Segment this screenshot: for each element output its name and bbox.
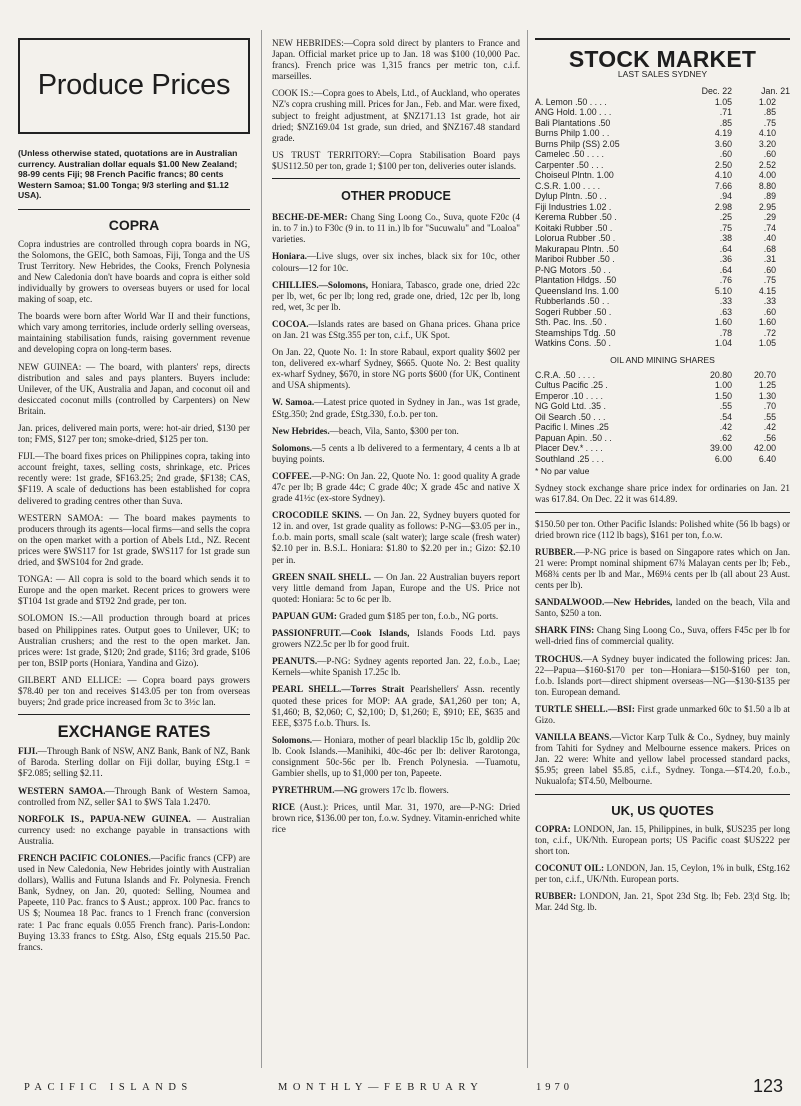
table-row	[535, 212, 790, 223]
column-divider	[261, 30, 262, 1068]
table-row	[535, 118, 790, 129]
paragraph-text: $150.50 per ton. Other Pacific Islands: Polished white (56 lb bags) or dried brown rice (112 lb bags), $161 per ton, f.o.w.	[535, 518, 790, 540]
stock-name: Camelec .50 . . . .	[535, 149, 604, 160]
jan-price: 1.02	[758, 96, 776, 107]
paragraph-lead: WESTERN SAMOA.	[18, 785, 106, 796]
stock-name: Kerema Rubber .50 .	[535, 212, 617, 223]
jan-price: .89	[763, 191, 776, 202]
paragraph-lead: PASSIONFRUIT.—Cook Islands,	[272, 628, 410, 639]
footer-publication: PACIFIC ISLANDS	[24, 1082, 193, 1093]
paragraph: GILBERT AND ELLICE: — Copra board pays growers $78.40 per ton and receives $143.05 per ton from overseas buyers; 2nd grade price increased from 3c to 3½c lan.	[18, 674, 250, 708]
table-row	[535, 307, 790, 318]
paragraph-text: —Through Bank of Western Samoa, controlled from NZ, seller $A1 to $WS Tala 1.2470.	[18, 785, 250, 807]
col-dec-header: Dec. 22	[701, 86, 732, 97]
paragraph: US TRUST TERRITORY:—Copra Stabilisation Board pays $US112.50 per ton, grade 1; $100 per ton, deliveries outer islands.	[272, 149, 520, 171]
paragraph-text: Graded gum $185 per ton, f.o.b., NG ports.	[336, 610, 499, 621]
table-row	[535, 328, 790, 339]
jan-price: .60	[763, 264, 776, 275]
paragraph-text: LONDON, Jan. 15, Philippines, in bulk, $US235 per long ton, c.i.f., UK/Nth. European ports; US Pacific coast $US222 per short ton.	[535, 823, 790, 856]
paragraph	[272, 684, 520, 728]
table-row	[535, 391, 790, 402]
table-row	[535, 160, 790, 171]
dec-price: 4.19	[714, 128, 732, 139]
stock-name: Pacific I. Mines .25	[535, 422, 609, 433]
table-row	[535, 401, 790, 412]
paragraph-lead: PEANUTS.	[272, 656, 318, 667]
paragraph-lead: W. Samoa.	[272, 397, 315, 408]
table-row	[535, 244, 790, 255]
paragraph	[535, 824, 790, 857]
stock-name: Sogeri Rubber .50 .	[535, 306, 612, 317]
jan-price: .85	[763, 107, 776, 118]
uk-us-heading: UK, US QUOTES	[611, 802, 714, 818]
paragraph-lead: COCOA.	[272, 318, 309, 329]
exchange-section	[18, 746, 250, 953]
stock-name: Carpenter .50 . . .	[535, 159, 604, 170]
table-row	[535, 443, 790, 454]
other-produce-section	[272, 212, 520, 835]
paragraph	[272, 397, 520, 419]
paragraph	[535, 625, 790, 647]
dec-price: .94	[719, 191, 732, 202]
divider	[535, 512, 790, 513]
dec-price: .60	[719, 149, 732, 160]
paragraph-text: — On Jan. 22, Sydney buyers quoted for 12 in. and over, 1st grade quality as follows: P-NG—$3.05 per in., f.o.b. main ports, small scale (salt water); large scale (fresh water) $2.10 per in. B.S.I.. Honiara: $1.80 to $2.20 per in.; Gizo: $2.10 per in.	[272, 510, 520, 565]
table-row	[535, 433, 790, 444]
jan-price: 1.05	[758, 338, 776, 349]
paragraph: Copra industries are controlled through copra boards in NG, the Solomons, the GEIC, both Samoas, Fiji, Tonga and the US Trust Territory. New Hebrides, the Cooks, French Polynesia and New Caledonia don't have boards and copra is either sold individually by growers to overseas buyers or used for local making of soap, etc.	[18, 238, 250, 305]
paragraph-text: Chang Sing Loong Co., Suva, offers F45c per lb for well-dried fins of commercial quality.	[535, 625, 790, 647]
paragraph-lead: FRENCH PACIFIC COLONIES.	[18, 853, 151, 863]
paragraph	[272, 656, 520, 678]
stock-name: Papuan Apin. .50 . .	[535, 432, 612, 443]
dec-price: .64	[719, 243, 732, 254]
jan-price: 20.70	[753, 369, 776, 380]
paragraph-lead: New Hebrides.	[272, 425, 330, 436]
paragraph-text: growers 17c lb. flowers.	[357, 785, 449, 796]
table-row	[535, 296, 790, 307]
paragraph-lead: COCONUT OIL:	[535, 862, 605, 873]
stock-table-header	[535, 86, 790, 97]
oil-heading: OIL AND MINING SHARES	[610, 354, 715, 365]
dec-price: .54	[719, 411, 732, 422]
paragraph-lead: PAPUAN GUM:	[272, 610, 337, 621]
column-divider	[527, 30, 528, 1068]
paragraph	[535, 597, 790, 619]
paragraph: FIJI.—The board fixes prices on Philippines copra, taking into account freight, taxes, selling costs, shrinkage, etc. Prices recently were: 1st grade, $F163.25; 2nd grade, $F138; CAS, $F119. A scale of deductions has been established for copra delivered to grading centres other than Suva.	[18, 451, 250, 506]
jan-price: .75	[763, 117, 776, 128]
dec-price: .36	[719, 254, 732, 265]
stock-name: Dylup Plntn. .50 . .	[535, 191, 607, 202]
paragraph	[272, 426, 520, 437]
paragraph-text: First grade unmarked 60c to $1.50 a lb at Gizo.	[535, 703, 790, 725]
jan-price: .68	[763, 243, 776, 254]
dec-price: 39.00	[709, 443, 732, 454]
dec-price: .62	[719, 432, 732, 443]
dec-price: 7.66	[714, 180, 732, 191]
paragraph-text: LONDON, Jan. 15, Ceylon, 1% in bulk, £Stg.162 per ton, c.i.f., UK/Nth. European ports.	[535, 862, 790, 884]
table-row	[535, 254, 790, 265]
paragraph: The boards were born after World War II and their functions, which vary among territories, include orderly selling overseas, maintaining stabilisation funds, raising government revenue and developing copra on long-term bases.	[18, 311, 250, 355]
stock-name: NG Gold Ltd. .35 .	[535, 401, 606, 412]
jan-price: 42.00	[753, 443, 776, 454]
jan-price: .42	[763, 422, 776, 433]
jan-price: .29	[763, 212, 776, 223]
jan-price: 1.60	[758, 317, 776, 328]
paragraph-lead: Solomons.	[272, 734, 313, 745]
paragraph	[272, 280, 520, 313]
jan-price: .72	[763, 327, 776, 338]
dec-price: .75	[719, 222, 732, 233]
paragraph-lead: BECHE-DE-MER:	[272, 212, 348, 223]
table-row	[535, 107, 790, 118]
stock-name: C.S.R. 1.00 . . . .	[535, 180, 601, 191]
paragraph-text: On Jan. 22, Quote No. 1: In store Rabaul, export quality $602 per ton, delivered ex-wharf Sydney, $665. Quote No. 2: Best quality ex-wharf Sydney, $670, in store NG ports $600 (for UK, Continent and USA shipments).	[272, 347, 520, 391]
paragraph	[535, 863, 790, 885]
dec-price: .38	[719, 233, 732, 244]
jan-price: .60	[763, 149, 776, 160]
paragraph-text: —Through Bank of NSW, ANZ Bank, Bank of NZ, Bank of Baroda. Sterling dollar on Fiji dollar, buying £Stg.1 = $F2.085; selling $2.11.	[18, 746, 250, 779]
stock-name: Burns Philp (SS) 2.05	[535, 138, 620, 149]
paragraph-text: Chang Sing Loong Co., Suva, quote F20c (4 in. to 7 in.) to F30c (9 in. to 11 in.) lb for "Sucuwalu" and "Loaloa" varieties.	[272, 212, 520, 245]
paragraph-lead: Honiara.	[272, 251, 307, 262]
table-row	[535, 412, 790, 423]
other-produce-heading: OTHER PRODUCE	[341, 189, 451, 204]
jan-price: .74	[763, 222, 776, 233]
stock-heading: STOCK MARKET	[568, 46, 757, 72]
stock-subheading: LAST SALES SYDNEY	[617, 69, 708, 80]
paragraph	[272, 347, 520, 391]
par-note: * No par value	[535, 466, 590, 477]
jan-price: .70	[763, 401, 776, 412]
jan-price: 6.40	[758, 453, 776, 464]
table-row	[535, 181, 790, 192]
table-row	[535, 202, 790, 213]
dec-price: .85	[719, 117, 732, 128]
jan-price: 4.00	[758, 170, 776, 181]
stock-name: Placer Dev.* . . . .	[535, 443, 603, 454]
jan-price: .60	[763, 306, 776, 317]
column-left	[18, 0, 250, 959]
paragraph-lead: PEARL SHELL.—Torres Strait	[272, 684, 405, 695]
stock-name: Steamships Tdg. .50	[535, 327, 616, 338]
col-jan-header: Jan. 21	[761, 86, 790, 97]
stock-table	[535, 86, 790, 349]
table-row	[535, 139, 790, 150]
exchange-heading: EXCHANGE RATES	[57, 723, 211, 742]
dec-price: .64	[719, 264, 732, 275]
dec-price: 6.00	[714, 453, 732, 464]
jan-price: 2.52	[758, 159, 776, 170]
paragraph-text: —Live slugs, over six inches, black six for 10c, other colours—12 for 10c.	[272, 251, 520, 273]
paragraph	[272, 802, 520, 835]
paragraph-text: —P-NG price is based on Singapore rates which on Jan. 21 were: Prompt nominal shipment 67¾ Malayan cents per lb; Feb., M68¾ cents per lb and Mar., M69¼ cents per lb (all about 23 Aust. cents per lb).	[535, 546, 790, 591]
paragraph-text: —Islands rates are based on Ghana prices. Ghana price on Jan. 21 was £Stg.355 per ton, c.i.f., UK Spot.	[272, 318, 520, 340]
table-row	[535, 317, 790, 328]
dec-price: .55	[719, 401, 732, 412]
table-row	[535, 223, 790, 234]
paragraph-text: —P-NG: Sydney agents reported Jan. 22, f.o.b., Lae; Kernels—white Spanish 17.25c lb.	[272, 656, 520, 678]
column-right	[535, 0, 790, 919]
paragraph-lead: NORFOLK IS., PAPUA-NEW GUINEA.	[18, 813, 191, 824]
paragraph-text: —P-NG: On Jan. 22, Quote No. 1: good quality A grade 47c per lb; B grade 44c; C grade 40c; X grade 45c and native X grade 41½c (ex-store Sydney).	[272, 470, 520, 504]
stock-name: Fiji Industries 1.02 .	[535, 201, 612, 212]
paragraph	[535, 519, 790, 541]
title-box	[18, 38, 250, 134]
table-row	[535, 454, 790, 465]
paragraph-lead: RUBBER.	[535, 546, 576, 557]
paragraph-lead: TROCHUS.	[535, 653, 583, 664]
dec-price: 1.00	[714, 380, 732, 391]
dec-price: 1.04	[714, 338, 732, 349]
paragraph-text: Honiara, Tabasco, grade one, dried 22c per lb, wet, 6c per lb; long red, grade one, dried, 12c per lb, long red, wet, 3c per lb.	[272, 279, 520, 312]
paragraph: SOLOMON IS.:—All production through board at prices based on Philippines rates. Output goes to Unilever, UK; to Australian crushers; and the rest to the open market. Jan. prices were: 1st grade, $120; 2nd grade, $116; 3rd grade, $106 per ton, BSIP ports (Honiara, Yandina and Gizo).	[18, 613, 250, 668]
paragraph-text: —Pacific francs (CFP) are used in New Caledonia, New Hebrides jointly with Australian dollars), Wallis and Futuna Islands and Fr. Polynesia. French Bank, Sydney, on Jan. 20, quoted: Selling, Noumea and Papeete, 110 Pac. francs to $ Aust.; approx. 100 Pac. francs to US $; Noumea 18 Pac. francs to 1 French franc (conversion rate: 1 Pac franc equals 0.055 French franc). Paris-London: Buying 13.33 francs to £Stg. Also, £Stg equals 215.50 Pac. francs.	[18, 853, 250, 952]
dec-price: .63	[719, 306, 732, 317]
paragraph-text: (Aust.): Prices, until Mar. 31, 1970, are—P-NG: Dried brown rice, $136.00 per ton, f.o.w. Sydney. Vitamin-enriched white rice	[272, 802, 520, 835]
column-middle	[272, 0, 520, 842]
dec-price: .33	[719, 296, 732, 307]
paragraph-text: — Australian currency used: no exchange payable in transactions with Australia.	[18, 813, 250, 846]
dec-price: .76	[719, 275, 732, 286]
paragraph: Jan. prices, delivered main ports, were: hot-air dried, $130 per ton; FMS, $127 per ton; smoke-dried, $125 per ton.	[18, 423, 250, 445]
stock-name: Queensland Ins. 1.00	[535, 285, 619, 296]
paragraph-text: —beach, Vila, Santo, $300 per ton.	[329, 425, 459, 436]
paragraph-lead: COPRA:	[535, 823, 571, 834]
paragraph-lead: RUBBER:	[535, 891, 577, 902]
dec-price: 20.80	[709, 369, 732, 380]
paragraph-lead: VANILLA BEANS.	[535, 732, 612, 743]
dec-price: 2.50	[714, 159, 732, 170]
jan-price: .31	[763, 254, 776, 265]
paragraph	[18, 814, 250, 847]
dec-price: 1.50	[714, 390, 732, 401]
paragraph	[272, 611, 520, 622]
stock-name: Sth. Pac. Ins. .50 .	[535, 317, 607, 328]
jan-price: 1.25	[758, 380, 776, 391]
stock-name: ANG Hold. 1.00 . . .	[535, 107, 612, 118]
dec-price: .78	[719, 327, 732, 338]
paragraph	[535, 704, 790, 726]
paragraph	[272, 251, 520, 273]
paragraph-text: — Honiara, mother of pearl blacklip 15c lb, goldlip 20c lb. Cook Islands.—Manihiki, 40c-46c per lb: deliver Rarotonga, consignment 50c-56c per lb. French Polynesia. —Tuamotu, Gambier shells, up to $1,000 per ton, Papeete.	[272, 734, 520, 779]
table-row	[535, 380, 790, 391]
paragraph	[535, 891, 790, 913]
divider	[18, 209, 250, 210]
table-row	[535, 128, 790, 139]
jan-price: .75	[763, 275, 776, 286]
paragraph-text: LONDON, Jan. 21, Spot 23d Stg. lb; Feb. 23¦d Stg. lb; Mar. 24d Stg. lb.	[535, 891, 790, 913]
paragraph-text: —5 cents a lb delivered to a fermentary, 4 cents a lb at buying points.	[272, 442, 520, 464]
paragraph	[272, 735, 520, 779]
stock-name: Lolorua Rubber .50 .	[535, 233, 616, 244]
paragraph	[18, 746, 250, 779]
paragraph-lead: SANDALWOOD.—New Hebrides,	[535, 597, 673, 608]
table-row	[535, 170, 790, 181]
page-title: Produce Prices	[37, 69, 231, 102]
stock-name: A. Lemon .50 . . . .	[535, 96, 607, 107]
stock-name: Watkins Cons. .50 .	[535, 338, 611, 349]
stock-name: Oil Search .50 . . .	[535, 411, 606, 422]
paragraph-text: — On Jan. 22 Australian buyers report very little demand from Japan, Europe and the US. Price not quoted: Honiara: 5c to 6c per lb.	[272, 571, 521, 604]
copra-heading: COPRA	[108, 216, 160, 233]
dec-price: 4.10	[714, 170, 732, 181]
jan-price: .56	[763, 432, 776, 443]
stock-name: Mariboi Rubber .50 .	[535, 254, 615, 265]
footer-issue: MONTHLY—FEBRUARY	[278, 1082, 484, 1093]
dec-price: 1.60	[714, 317, 732, 328]
paragraph: NEW GUINEA: — The board, with planters' reps, directs distribution and sales and pays planters. Buyers include: Unilever, of the UK, Australia and Japan, and coconut oil and desiccated coconut mills (controlled by Carpenters) on New Britain.	[18, 361, 250, 416]
divider	[535, 794, 790, 795]
stock-name: Bali Plantations .50	[535, 117, 611, 128]
table-row	[535, 265, 790, 276]
paragraph-text: landed on the beach, Vila and Santo, $250 a ton.	[535, 597, 791, 619]
divider	[272, 178, 520, 179]
table-row	[535, 370, 790, 381]
table-row	[535, 149, 790, 160]
page-footer	[24, 1076, 783, 1100]
dec-price: 2.98	[714, 201, 732, 212]
table-row	[535, 275, 790, 286]
paragraph-lead: TURTLE SHELL.—BSI:	[535, 703, 635, 714]
table-row	[535, 233, 790, 244]
table-row	[535, 338, 790, 349]
stock-name: P-NG Motors .50 . .	[535, 264, 611, 275]
paragraph	[535, 654, 790, 698]
dec-price: .71	[719, 107, 732, 118]
table-row	[535, 286, 790, 297]
page-number: 123	[752, 1076, 783, 1096]
jan-price: 4.10	[758, 128, 776, 139]
paragraph	[272, 785, 520, 796]
paragraph-text: —A Sydney buyer indicated the following prices: Jan. 22—Papua—$160-$170 per ton—Honiara—$150-$160 per ton, f.o.b. Islands port—direct shipment overseas—NG—$130-$135 per ton. European demand.	[535, 653, 790, 697]
paragraph	[272, 319, 520, 341]
dec-price: 5.10	[714, 285, 732, 296]
oil-table	[535, 370, 790, 465]
paragraph	[535, 732, 790, 787]
paragraph-lead: FIJI.	[18, 746, 38, 757]
copra-continued	[272, 38, 520, 172]
paragraph	[272, 471, 520, 504]
footer-year: 1970	[536, 1082, 573, 1093]
paragraph-text: Islands Foods Ltd. pays growers NZ2.5c per lb for good fruit.	[272, 628, 520, 650]
paragraph-lead: CROCODILE SKINS.	[272, 510, 362, 521]
paragraph-lead: GREEN SNAIL SHELL.	[272, 571, 372, 582]
stock-name: Makurapau Plntn. .50	[535, 243, 619, 254]
paragraph-lead: PYRETHRUM.—NG	[272, 785, 358, 796]
paragraph	[272, 443, 520, 465]
divider	[535, 38, 790, 40]
paragraph	[272, 628, 520, 650]
produce-continued	[535, 519, 790, 788]
paragraph-lead: SHARK FINS:	[535, 625, 595, 636]
paragraph: WESTERN SAMOA: — The board makes payments to producers through its agents—local firms—and sells the copra on the open market with a portion of Abels Ltd., NZ. Recent prices were $WS117 for 1st grade, $WS117 for 1st grade sun dried, and $WS104 for 2nd grade.	[18, 512, 250, 568]
jan-price: 8.80	[758, 180, 776, 191]
stock-name: Choiseul Plntn. 1.00	[535, 170, 614, 181]
uk-us-section	[535, 824, 790, 914]
paragraph	[272, 212, 520, 245]
dec-price: 1.05	[714, 96, 732, 107]
paragraph-lead: RICE	[272, 802, 295, 813]
jan-price: 2.95	[758, 201, 776, 212]
paragraph	[272, 572, 520, 605]
paragraph	[272, 510, 520, 565]
paragraph	[18, 853, 250, 953]
paragraph: NEW HEBRIDES:—Copra sold direct by planters to France and Japan. Official market price up to Jan. 18 was $100 (10,000 Pac. francs). French price was 1,315 francs per metric ton, c.i.f. marseilles.	[272, 38, 520, 82]
paragraph: COOK IS.:—Copra goes to Abels, Ltd., of Auckland, who operates NZ's copra crushing mill. Prices for Jan., Feb. and Mar. were fixed, subject to freight adjustment, at $NZ171.13 1st grade, hot air dried; $NZ169.04 1st grade, sun dried, and $NZ167.48 standard grade.	[272, 88, 520, 143]
jan-price: .40	[763, 233, 776, 244]
stock-name: Koitaki Rubber .50 .	[535, 222, 613, 233]
stock-name: Southland .25 . . .	[535, 453, 604, 464]
stock-name: Cultus Pacific .25 .	[535, 380, 608, 391]
paragraph	[18, 786, 250, 808]
table-row	[535, 422, 790, 433]
jan-price: .33	[763, 296, 776, 307]
table-row	[535, 191, 790, 202]
stock-name: C.R.A. .50 . . . .	[535, 369, 596, 380]
divider	[18, 714, 250, 715]
paragraph-lead: Solomons.	[272, 442, 313, 453]
stock-name: Burns Philp 1.00 . .	[535, 128, 610, 139]
jan-price: 3.20	[758, 138, 776, 149]
dec-price: .42	[719, 422, 732, 433]
jan-price: 1.30	[758, 390, 776, 401]
table-row	[535, 97, 790, 108]
jan-price: 4.15	[758, 285, 776, 296]
paragraph: TONGA: — All copra is sold to the board which sends it to Europe and the open market. Recent prices to growers were $T104 1st grade and $T92 2nd grade, per ton.	[18, 574, 250, 607]
stock-name: Emperor .10 . . . .	[535, 390, 603, 401]
currency-note: (Unless otherwise stated, quotations are in Australian currency. Australian dollar equals $1.00 New Zealand; 98-99 cents Fiji; 98 French Pacific francs; 80 cents Western Samoa; $1.00 Tonga; 9/3 sterling and $1.12 USA).	[18, 148, 238, 200]
index-text: Sydney stock exchange share price index for ordinaries on Jan. 21 was 617.84. On Dec. 22 it was 614.89.	[535, 483, 790, 505]
stock-name: Rubberlands .50 . .	[535, 296, 610, 307]
dec-price: 3.60	[714, 138, 732, 149]
paragraph-lead: COFFEE.	[272, 470, 312, 481]
paragraph-text: Pearlshellers' Assn. recently quoted these prices for MOP: AA grade, $A1,260 per ton; A, $1,460; B, $2,060; C, $2,100; D, $1,260; E, $910; EE, $635 and EEE, $375 f.o.b. Thurs. Is.	[272, 684, 520, 728]
paragraph-text: —Victor Karp Tulk & Co., Sydney, buy mainly from Tahiti for Sydney and Melbourne essence makers. Prices on Jan. 22 were: White and yellow label processed standard packs, $5.95; green label $5.85, c.i.f., Sydney. Tonga.—$T4.20, f.o.b., Nukualofa; $T4.50, Melbourne.	[535, 732, 790, 787]
paragraph	[535, 547, 790, 591]
dec-price: .25	[719, 212, 732, 223]
paragraph-text: —Latest price quoted in Sydney in Jan., was 1st grade, £Stg.350; 2nd grade, £Stg.330, f.o.b. per ton.	[272, 397, 520, 419]
stock-name: Plantation Hldgs. .50	[535, 275, 617, 286]
jan-price: .55	[763, 411, 776, 422]
copra-section	[18, 239, 250, 709]
paragraph-lead: CHILLIES.—Solomons,	[272, 279, 368, 290]
